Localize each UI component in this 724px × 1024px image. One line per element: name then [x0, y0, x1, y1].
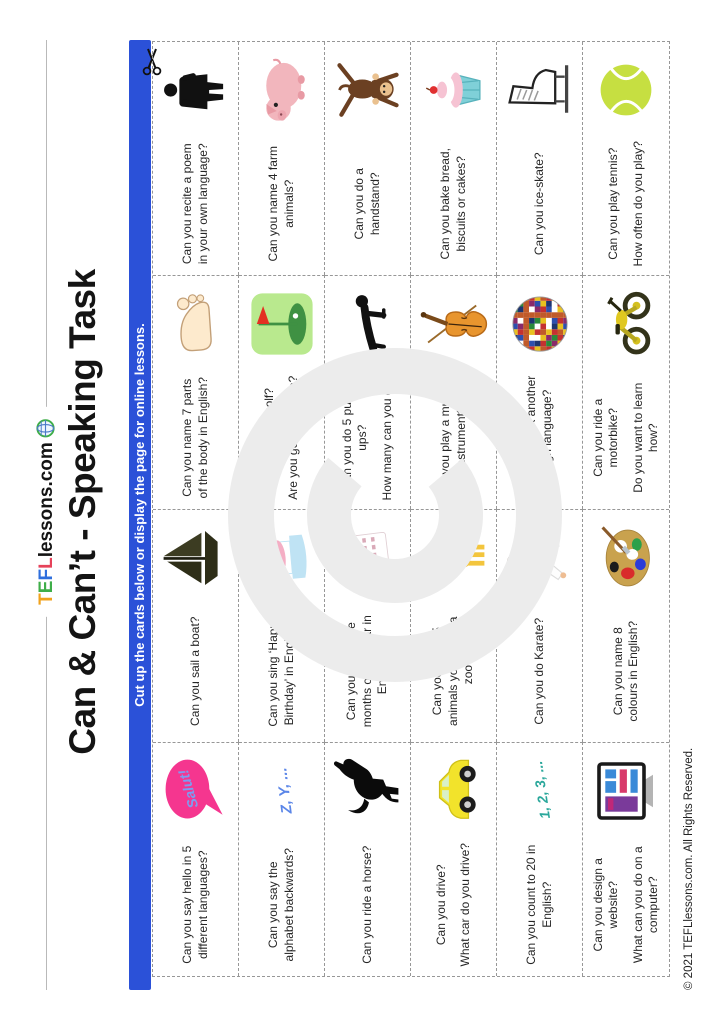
question-text: Can you design a website? [590, 858, 621, 952]
card-flag-globe [497, 276, 583, 510]
brand-letter: T [36, 593, 57, 605]
card-tennis-ball [583, 42, 669, 276]
question-text-2: Do you want to learn how? [630, 382, 660, 493]
karate-kid-icon [503, 510, 577, 606]
card-yellow-car [411, 743, 497, 977]
question-text: Can you name 5 animals you see in a zoo? [430, 616, 476, 726]
question-text-2: How often do you play? [630, 141, 645, 267]
card-ice-skate [497, 42, 583, 276]
ice-skate-icon [502, 42, 578, 138]
question-text: Can you name 4 farm animals? [266, 146, 296, 262]
calendar-icon [333, 510, 403, 606]
question-text-2: How many can you do? [379, 375, 394, 501]
logo-suffix: lessons.com [36, 442, 57, 558]
card-monkey-handstand [325, 42, 411, 276]
card-foot [153, 276, 239, 510]
card-question [604, 138, 648, 276]
card-question [178, 840, 213, 977]
question-text-2: What car do you drive? [458, 843, 472, 967]
card-computer [583, 743, 669, 977]
question-text: Can you recite a poem in your own language? [180, 143, 210, 265]
question-text: Can you play tennis? [606, 147, 621, 260]
birthday-cake-icon [246, 510, 318, 606]
question-text: Can you say the alphabet backwards? [266, 848, 296, 962]
pig-icon [247, 42, 317, 138]
card-question [264, 138, 299, 276]
tefl-logo [36, 407, 61, 617]
card-question [609, 606, 644, 743]
card-salut-speech-bubble [153, 743, 239, 977]
yellow-car-icon [420, 744, 488, 840]
numbers-123-icon [505, 744, 575, 840]
card-question [260, 373, 304, 510]
card-question [338, 373, 397, 510]
alphabet-letters-icon [247, 744, 317, 840]
card-cupcake [411, 42, 497, 276]
card-reciting-man [153, 42, 239, 276]
question-text: Can you play golf? [261, 388, 276, 488]
question-text: Can you name the months of the year in English? [344, 615, 390, 728]
question-text: Can you do Karate? [531, 617, 546, 725]
question-text-2: Are you going to learn? [286, 375, 300, 500]
card-numbers-123 [497, 743, 583, 977]
card-question [178, 373, 213, 510]
cupcake-icon [417, 42, 491, 138]
card-question [530, 138, 549, 276]
computer-icon [590, 744, 662, 840]
card-question [428, 606, 478, 743]
salut-speech-bubble-icon [158, 744, 234, 840]
card-question [186, 606, 205, 743]
question-text: Can you ride a horse? [359, 845, 374, 964]
monkey-handstand-icon [330, 42, 406, 138]
card-grid [152, 41, 670, 977]
card-question [350, 138, 385, 276]
flag-globe-icon [505, 277, 575, 373]
globe-icon [36, 419, 61, 438]
card-question [522, 373, 557, 510]
svg-text:1, 2, 3, ...: 1, 2, 3, ... [528, 760, 553, 821]
instruction-banner: Cut up the cards below or display the page for online lessons. [129, 40, 151, 990]
question-text: Can you do 5 push-ups? [339, 385, 370, 491]
card-question [178, 138, 213, 276]
question-text: Can you bake bread, biscuits or cakes? [438, 148, 468, 260]
card-alphabet-letters [239, 743, 325, 977]
question-text: Can you do a handstand? [352, 168, 382, 240]
tennis-ball-icon [591, 42, 661, 138]
card-calendar [325, 509, 411, 743]
golf-green-icon [246, 277, 318, 373]
card-question [264, 606, 299, 743]
card-question [264, 840, 299, 977]
question-text: Can you name 8 colours in English? [610, 620, 640, 722]
question-text: Can you ride a motorbike? [590, 398, 621, 477]
sailboat-icon [160, 510, 232, 606]
card-question [358, 840, 377, 977]
brand-letter: L [36, 557, 57, 569]
card-paint-palette [583, 509, 669, 743]
card-question [436, 373, 471, 510]
push-up-icon [333, 277, 403, 373]
card-question [522, 840, 557, 977]
card-question [436, 138, 471, 276]
card-birthday-cake [239, 509, 325, 743]
card-question [432, 840, 476, 977]
page-title: Can & Can’t - Speaking Task [62, 269, 103, 755]
card-violin [411, 276, 497, 510]
svg-text:Z, Y, ...: Z, Y, ... [273, 767, 296, 816]
paint-palette-icon [590, 510, 662, 606]
card-motorbike [583, 276, 669, 510]
question-text: Can you say hello in 5 different languages? [180, 845, 210, 964]
card-giraffe [411, 509, 497, 743]
card-push-up [325, 276, 411, 510]
question-text: Can you drive? [433, 864, 448, 946]
question-text: Can you sail a boat? [187, 616, 202, 726]
brand-letter: F [36, 568, 57, 581]
question-text: Can you ice-skate? [531, 152, 546, 256]
question-text: Can you count to 20 in English? [524, 844, 554, 965]
copyright-line: © 2021 TEFLlessons.com. All Rights Reserved. [683, 747, 695, 990]
card-question [589, 373, 663, 510]
violin-icon [416, 277, 492, 373]
card-question [589, 840, 663, 977]
question-text: Can you name 7 parts of the body in English? [180, 377, 210, 499]
question-text-2: What can you do on a computer? [630, 846, 660, 964]
tefl-brand [36, 557, 57, 605]
question-text: Can you sing ‘Happy Birthday’ in English? [266, 615, 296, 727]
horse-icon [330, 744, 406, 840]
card-karate-kid [497, 509, 583, 743]
foot-icon [161, 277, 231, 373]
question-text: Can you speak another foreign language? [524, 375, 554, 500]
card-sailboat [153, 509, 239, 743]
card-pig [239, 42, 325, 276]
brand-letter: E [36, 580, 57, 594]
svg-text:Salut!: Salut! [175, 767, 202, 811]
card-horse [325, 743, 411, 977]
question-text: Can you play a musical instrument? [438, 375, 468, 500]
card-question [342, 606, 392, 743]
reciting-man-icon [158, 42, 234, 138]
motorbike-icon [591, 277, 661, 373]
card-golf-green [239, 276, 325, 510]
card-question [530, 606, 549, 743]
giraffe-icon [416, 510, 492, 606]
